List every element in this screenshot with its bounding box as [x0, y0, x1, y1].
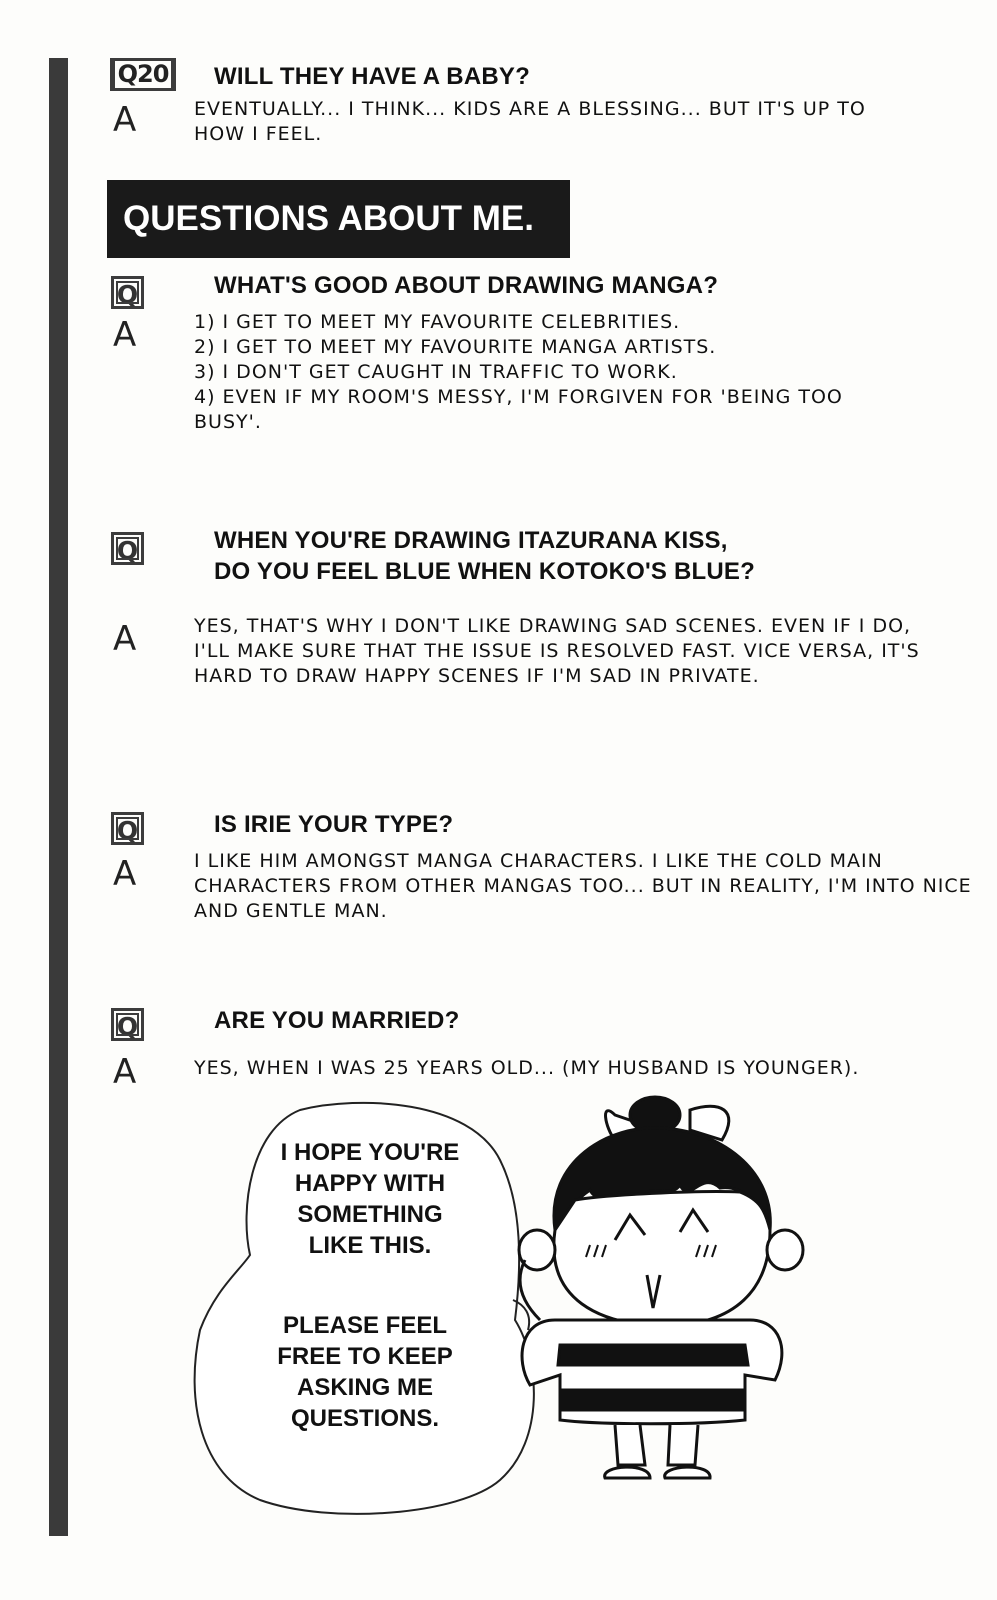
answer-letter: A [113, 854, 137, 894]
answer-text: I LIKE HIM AMONGST MANGA CHARACTERS. I LIKE THE COLD MAIN CHARACTERS FROM OTHER MANGAS TOO... BUT IN REALITY, I'M INTO NICE AND GENTLE MAN. [194, 850, 972, 922]
question-text-line1: WHEN YOU'RE DRAWING ITAZURANA KISS, [214, 527, 728, 554]
q-badge: Q [111, 1008, 144, 1041]
list-item: 3) I DON'T GET CAUGHT IN TRAFFIC TO WORK. [194, 361, 678, 383]
answer-text: YES, WHEN I WAS 25 YEARS OLD... (MY HUSBAND IS YOUNGER). [194, 1057, 860, 1079]
answer-text: EVENTUALLY... I THINK... KIDS ARE A BLESSING... BUT IT'S UP TO HOW I FEEL. [194, 98, 866, 145]
answer-letter: A [113, 1052, 137, 1092]
q-badge: Q [111, 812, 144, 845]
question-text: IS IRIE YOUR TYPE? [214, 811, 454, 838]
answer-letter: A [113, 315, 137, 355]
question-text: ARE YOU MARRIED? [214, 1007, 460, 1034]
bubble-line: I HOPE YOU'RE [280, 1139, 460, 1166]
q20-badge: Q20 [110, 58, 176, 91]
section-heading: QUESTIONS ABOUT ME. [107, 180, 570, 258]
question-text: WILL THEY HAVE A BABY? [214, 63, 530, 90]
list-item: 4) EVEN IF MY ROOM'S MESSY, I'M FORGIVEN FOR 'BEING TOO BUSY'. [194, 386, 843, 433]
bubble-line: LIKE THIS. [308, 1232, 432, 1259]
list-item: 1) I GET TO MEET MY FAVOURITE CELEBRITIES. [194, 311, 681, 333]
q-badge: Q [111, 532, 144, 565]
bubble-line: HAPPY WITH [294, 1170, 446, 1197]
answer-letter: A [113, 619, 137, 659]
question-text-line2: DO YOU FEEL BLUE WHEN KOTOKO'S BLUE? [214, 558, 755, 585]
answer-letter: A [113, 100, 137, 140]
bubble-line: ASKING ME [296, 1374, 433, 1401]
answer-text: YES, THAT'S WHY I DON'T LIKE DRAWING SAD SCENES. EVEN IF I DO, I'LL MAKE SURE THAT THE ISSUE IS RESOLVED FAST. VICE VERSA, IT'S HARD TO DRAW HAPPY SCENES IF I'M SAD IN PRIVATE. [194, 615, 920, 687]
bubble-line: SOMETHING [297, 1201, 443, 1228]
bubble-line: QUESTIONS. [290, 1405, 440, 1432]
bubble-line: FREE TO KEEP [277, 1343, 453, 1370]
bubble-line: PLEASE FEEL [282, 1312, 448, 1339]
question-text: WHAT'S GOOD ABOUT DRAWING MANGA? [214, 272, 719, 299]
list-item: 2) I GET TO MEET MY FAVOURITE MANGA ARTISTS. [194, 336, 717, 358]
q-badge: Q [111, 276, 144, 309]
character-drawing [519, 1097, 803, 1478]
